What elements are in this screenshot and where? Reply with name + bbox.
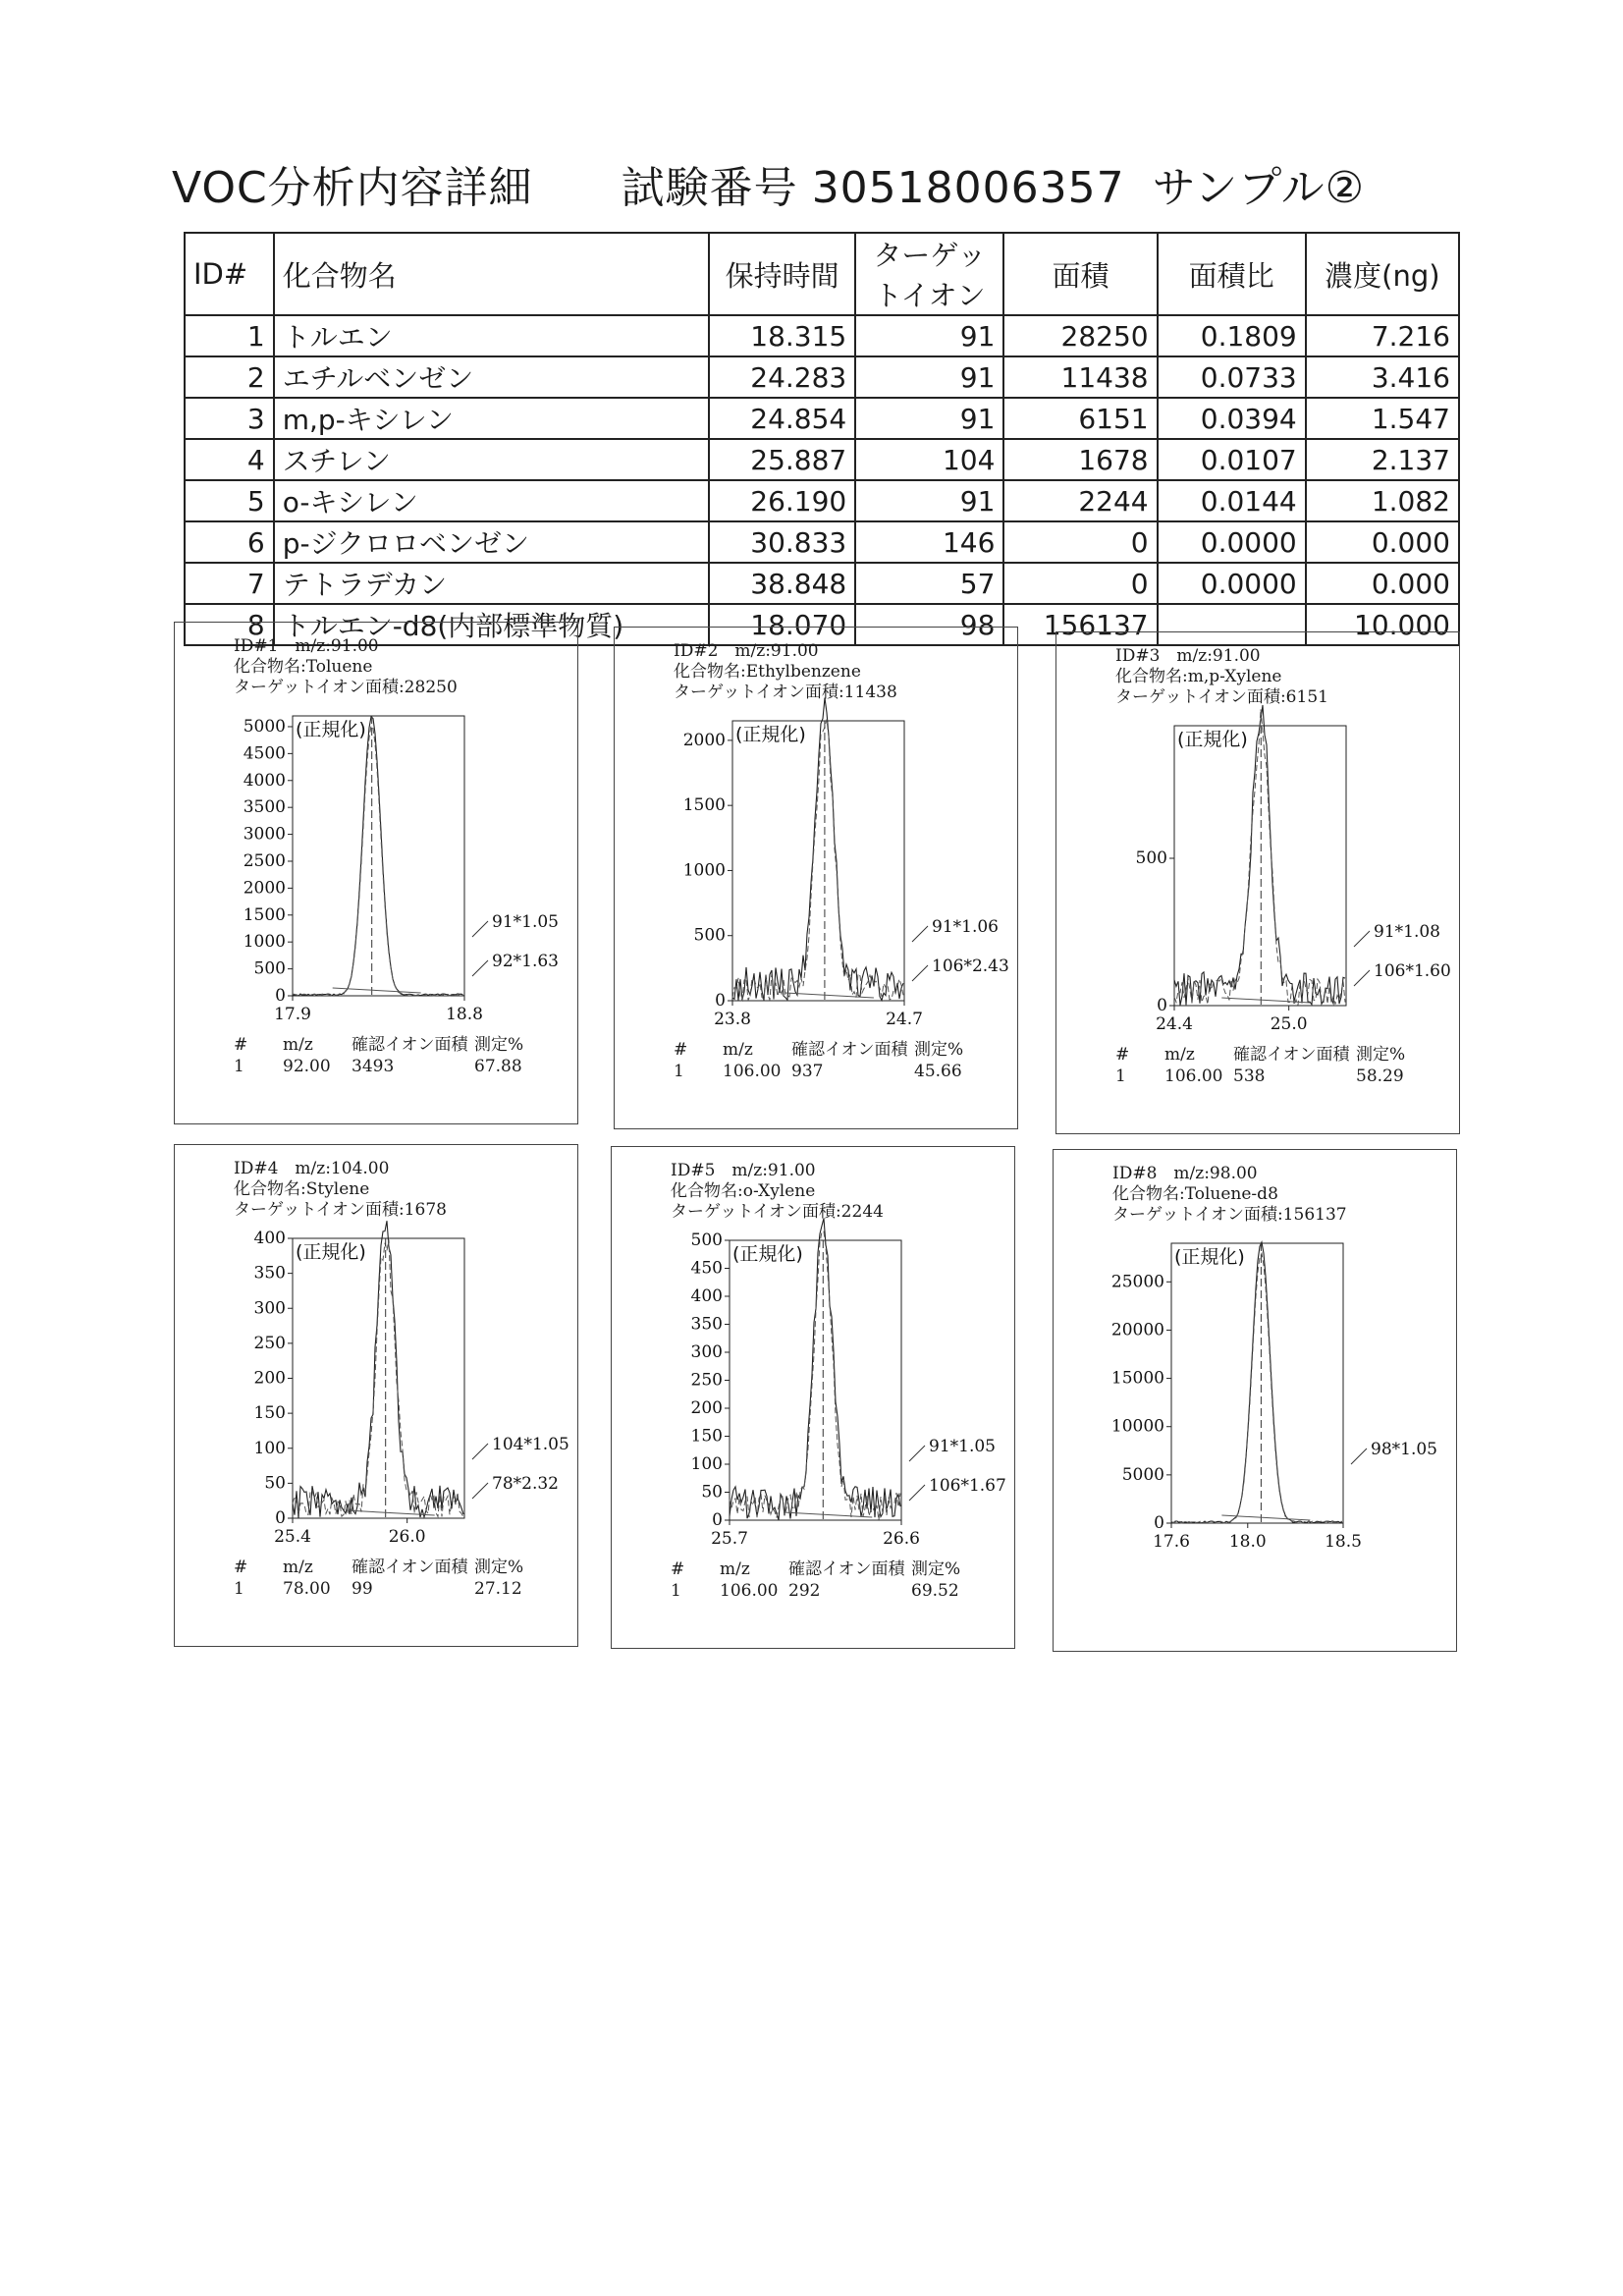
cell-concentration: 1.082 <box>1306 480 1459 521</box>
confirm-header-cell: # <box>671 1559 685 1579</box>
cell-target-ion: 91 <box>855 315 1003 356</box>
y-tick-label: 400 <box>690 1286 723 1306</box>
confirm-header-cell: 測定% <box>1356 1045 1406 1065</box>
confirm-header-cell: 測定% <box>911 1559 961 1579</box>
confirm-value-cell: 27.12 <box>474 1579 522 1599</box>
cell-area-ratio: 0.1809 <box>1158 315 1306 356</box>
y-tick-label: 0 <box>1154 1513 1164 1533</box>
cell-concentration: 1.547 <box>1306 398 1459 439</box>
y-tick-label: 5000 <box>243 716 286 737</box>
cell-retention-time: 30.833 <box>709 521 855 563</box>
x-tick-label: 26.6 <box>883 1529 920 1549</box>
y-tick-label: 5000 <box>1121 1464 1164 1485</box>
x-tick-label: 25.0 <box>1270 1014 1308 1034</box>
confirm-value-cell: 292 <box>788 1581 821 1601</box>
column-header-compound: 化合物名 <box>274 233 709 315</box>
x-tick-label: 25.4 <box>274 1527 311 1547</box>
x-tick-label: 18.0 <box>1228 1532 1267 1552</box>
series-leader-line <box>472 1483 488 1499</box>
confirm-header-cell: 測定% <box>474 1035 524 1055</box>
confirm-header-cell: 確認イオン面積 <box>352 1558 468 1577</box>
area-line: ターゲットイオン面積:11438 <box>674 683 897 702</box>
plot-frame <box>1174 726 1346 1006</box>
cell-area-ratio: 0.0394 <box>1158 398 1306 439</box>
y-tick-label: 25000 <box>1110 1272 1164 1292</box>
series-leader-line <box>472 921 488 937</box>
sample-label: サンプル② <box>1152 163 1366 213</box>
y-tick-label: 1500 <box>243 904 286 925</box>
cell-compound: テトラデカン <box>274 563 709 604</box>
series-leader-line <box>912 926 928 942</box>
test-number: 30518006357 <box>811 163 1125 213</box>
x-tick-label: 24.4 <box>1156 1014 1193 1034</box>
area-line: ターゲットイオン面積:1678 <box>234 1200 447 1220</box>
confirm-value-cell: 1 <box>1115 1066 1126 1086</box>
confirm-value-cell: 3493 <box>352 1057 395 1076</box>
cell-retention-time: 18.070 <box>709 604 855 645</box>
confirm-value-cell: 45.66 <box>914 1062 962 1081</box>
confirm-header-cell: m/z <box>283 1035 313 1055</box>
y-tick-label: 100 <box>690 1454 723 1474</box>
confirm-header-cell: m/z <box>723 1040 753 1060</box>
y-tick-label: 2500 <box>243 850 286 871</box>
series-label: 106*1.67 <box>929 1476 1006 1496</box>
confirm-header-cell: m/z <box>720 1559 750 1579</box>
cell-concentration: 7.216 <box>1306 315 1459 356</box>
y-tick-label: 3000 <box>243 824 286 845</box>
normalized-label: (正規化) <box>732 1243 803 1265</box>
chromatogram-svg <box>1054 1150 1456 1651</box>
series-leader-line <box>1354 970 1370 986</box>
trace-primary <box>293 717 463 996</box>
normalized-label: (正規化) <box>296 1241 366 1263</box>
cell-retention-time: 24.283 <box>709 356 855 398</box>
y-tick-label: 300 <box>690 1342 723 1362</box>
plot-frame <box>1171 1243 1343 1523</box>
name-line: 化合物名:o-Xylene <box>671 1181 816 1201</box>
area-line: ターゲットイオン面積:28250 <box>234 678 458 697</box>
cell-id: 5 <box>185 480 274 521</box>
y-tick-label: 0 <box>1157 996 1167 1015</box>
y-tick-label: 1000 <box>243 932 286 953</box>
cell-compound: m,p-キシレン <box>274 398 709 439</box>
cell-target-ion: 146 <box>855 521 1003 563</box>
confirm-value-cell: 78.00 <box>283 1579 331 1599</box>
confirm-value-cell: 69.52 <box>911 1581 959 1601</box>
plot-frame <box>293 716 464 996</box>
cell-id: 8 <box>185 604 274 645</box>
y-tick-label: 10000 <box>1110 1416 1164 1437</box>
y-tick-label: 4500 <box>243 743 286 764</box>
y-tick-label: 450 <box>690 1258 723 1279</box>
chromatogram-panel-3 <box>1055 631 1460 1134</box>
id-line: ID#3 m/z:91.00 <box>1115 646 1261 666</box>
page-title <box>172 152 1365 215</box>
cell-area: 28250 <box>1003 315 1157 356</box>
x-tick-label: 26.0 <box>388 1527 426 1547</box>
series-label: 106*1.60 <box>1374 961 1451 981</box>
name-line: 化合物名:Toluene <box>234 657 373 677</box>
series-label: 91*1.05 <box>929 1437 996 1456</box>
cell-area: 0 <box>1003 521 1157 563</box>
y-tick-label: 250 <box>690 1370 723 1391</box>
y-tick-label: 150 <box>253 1403 286 1424</box>
y-tick-label: 0 <box>275 1508 286 1528</box>
table-row <box>185 439 1459 480</box>
area-line: ターゲットイオン面積:2244 <box>671 1202 884 1222</box>
y-tick-label: 50 <box>264 1473 286 1494</box>
cell-retention-time: 24.854 <box>709 398 855 439</box>
table-row <box>185 563 1459 604</box>
trace-confirm <box>730 1231 900 1520</box>
confirm-header-cell: 確認イオン面積 <box>352 1035 468 1055</box>
confirm-value-cell: 1 <box>671 1581 681 1601</box>
cell-retention-time: 26.190 <box>709 480 855 521</box>
y-tick-label: 2000 <box>243 878 286 899</box>
x-tick-label: 17.9 <box>274 1005 311 1024</box>
x-tick-label: 17.6 <box>1153 1532 1190 1552</box>
confirm-value-cell: 58.29 <box>1356 1066 1404 1086</box>
id-line: ID#4 m/z:104.00 <box>234 1159 390 1178</box>
y-tick-label: 500 <box>693 925 726 946</box>
series-leader-line <box>909 1446 925 1461</box>
table-row <box>185 315 1459 356</box>
cell-compound: p-ジクロロベンゼン <box>274 521 709 563</box>
name-line: 化合物名:Toluene-d8 <box>1112 1184 1278 1204</box>
column-header-id: ID# <box>185 233 274 315</box>
table-header-row <box>185 233 1459 315</box>
trace-confirm <box>293 1239 463 1517</box>
confirm-value-cell: 538 <box>1233 1066 1266 1086</box>
confirm-value-cell: 1 <box>674 1062 684 1081</box>
cell-target-ion: 98 <box>855 604 1003 645</box>
id-line: ID#8 m/z:98.00 <box>1112 1164 1258 1183</box>
confirm-header-cell: # <box>1115 1045 1130 1065</box>
trace-confirm <box>732 720 903 1001</box>
cell-target-ion: 91 <box>855 480 1003 521</box>
y-tick-label: 300 <box>253 1298 286 1319</box>
column-header-area-ratio: 面積比 <box>1158 233 1306 315</box>
cell-retention-time: 38.848 <box>709 563 855 604</box>
confirm-header-cell: m/z <box>1164 1045 1195 1065</box>
cell-area: 1678 <box>1003 439 1157 480</box>
y-tick-label: 400 <box>253 1229 286 1248</box>
plot-frame <box>730 1240 901 1520</box>
name-line: 化合物名:m,p-Xylene <box>1115 667 1282 686</box>
confirm-header-cell: 確認イオン面積 <box>1233 1045 1350 1065</box>
y-tick-label: 500 <box>690 1230 723 1250</box>
table-row <box>185 480 1459 521</box>
confirm-value-cell: 1 <box>234 1579 244 1599</box>
series-leader-line <box>1354 931 1370 947</box>
compound-summary-table <box>184 232 1460 646</box>
baseline <box>1221 998 1310 1003</box>
trace-confirm <box>1174 709 1345 1006</box>
trace-confirm <box>1171 1253 1342 1523</box>
cell-id: 3 <box>185 398 274 439</box>
normalized-label: (正規化) <box>1177 729 1248 750</box>
confirm-value-cell: 106.00 <box>723 1062 782 1081</box>
confirm-header-cell: 測定% <box>914 1040 964 1060</box>
y-tick-label: 250 <box>253 1333 286 1353</box>
cell-id: 1 <box>185 315 274 356</box>
confirm-header-cell: # <box>234 1558 248 1577</box>
table-row <box>185 521 1459 563</box>
cell-compound: エチルベンゼン <box>274 356 709 398</box>
cell-compound: スチレン <box>274 439 709 480</box>
confirm-value-cell: 106.00 <box>720 1581 779 1601</box>
chromatogram-panel-2 <box>614 627 1018 1129</box>
chromatogram-panel-4 <box>174 1144 578 1647</box>
cell-concentration: 2.137 <box>1306 439 1459 480</box>
cell-area: 156137 <box>1003 604 1157 645</box>
y-tick-label: 500 <box>253 958 286 979</box>
cell-area: 6151 <box>1003 398 1157 439</box>
series-label: 98*1.05 <box>1371 1440 1437 1459</box>
table-row <box>185 356 1459 398</box>
y-tick-label: 200 <box>253 1368 286 1389</box>
y-tick-label: 2000 <box>682 730 726 750</box>
y-tick-label: 0 <box>275 986 286 1006</box>
confirm-value-cell: 99 <box>352 1579 373 1599</box>
series-label: 92*1.63 <box>492 952 559 971</box>
id-line: ID#2 m/z:91.00 <box>674 641 819 661</box>
series-label: 78*2.32 <box>492 1474 559 1494</box>
x-tick-label: 25.7 <box>711 1529 748 1549</box>
y-tick-label: 350 <box>253 1263 286 1284</box>
report-title: VOC分析内容詳細 <box>172 163 533 213</box>
chromatogram-panel-1 <box>174 622 578 1124</box>
confirm-header-cell: m/z <box>283 1558 313 1577</box>
y-tick-label: 100 <box>253 1438 286 1458</box>
cell-target-ion: 104 <box>855 439 1003 480</box>
column-header-retention-time: 保持時間 <box>709 233 855 315</box>
y-tick-label: 150 <box>690 1426 723 1447</box>
cell-area-ratio: 0.0733 <box>1158 356 1306 398</box>
id-line: ID#5 m/z:91.00 <box>671 1161 816 1180</box>
series-leader-line <box>472 1444 488 1459</box>
x-tick-label: 23.8 <box>714 1010 751 1029</box>
cell-area: 11438 <box>1003 356 1157 398</box>
y-tick-label: 1000 <box>682 860 726 881</box>
cell-concentration: 0.000 <box>1306 521 1459 563</box>
y-tick-label: 20000 <box>1110 1320 1164 1340</box>
normalized-label: (正規化) <box>1174 1246 1245 1268</box>
normalized-label: (正規化) <box>296 719 366 740</box>
cell-compound: トルエン-d8(内部標準物質) <box>274 604 709 645</box>
series-leader-line <box>1351 1449 1367 1464</box>
confirm-header-cell: 測定% <box>474 1558 524 1577</box>
cell-area-ratio: 0.0107 <box>1158 439 1306 480</box>
cell-area-ratio: 0.0144 <box>1158 480 1306 521</box>
baseline <box>784 1512 872 1517</box>
confirm-value-cell: 67.88 <box>474 1057 522 1076</box>
y-tick-label: 1500 <box>682 795 726 816</box>
column-header-concentration: 濃度(ng) <box>1306 233 1459 315</box>
cell-id: 2 <box>185 356 274 398</box>
cell-id: 4 <box>185 439 274 480</box>
trace-confirm <box>293 726 463 996</box>
y-tick-label: 4000 <box>243 770 286 791</box>
chromatogram-panel-5 <box>611 1146 1015 1649</box>
x-tick-label: 24.7 <box>886 1010 923 1029</box>
cell-id: 7 <box>185 563 274 604</box>
cell-concentration: 0.000 <box>1306 563 1459 604</box>
id-line: ID#1 m/z:91.00 <box>234 636 379 656</box>
series-leader-line <box>909 1485 925 1501</box>
series-label: 91*1.06 <box>932 917 999 937</box>
cell-area: 0 <box>1003 563 1157 604</box>
cell-id: 6 <box>185 521 274 563</box>
cell-retention-time: 18.315 <box>709 315 855 356</box>
confirm-value-cell: 106.00 <box>1164 1066 1223 1086</box>
confirm-header-cell: # <box>674 1040 688 1060</box>
column-header-target-ion: ターゲットイオン <box>855 233 1003 315</box>
y-tick-label: 0 <box>712 1510 723 1530</box>
chromatogram-panel-8 <box>1053 1149 1457 1652</box>
cell-compound: トルエン <box>274 315 709 356</box>
name-line: 化合物名:Stylene <box>234 1179 370 1199</box>
cell-concentration: 3.416 <box>1306 356 1459 398</box>
series-label: 91*1.05 <box>492 912 559 932</box>
series-leader-line <box>472 960 488 976</box>
cell-area-ratio: 0.0000 <box>1158 521 1306 563</box>
confirm-header-cell: # <box>234 1035 248 1055</box>
series-label: 106*2.43 <box>932 957 1009 976</box>
area-line: ターゲットイオン面積:6151 <box>1115 687 1328 707</box>
series-leader-line <box>912 965 928 981</box>
x-tick-label: 18.5 <box>1325 1532 1362 1552</box>
cell-compound: o-キシレン <box>274 480 709 521</box>
area-line: ターゲットイオン面積:156137 <box>1112 1205 1347 1225</box>
column-header-area: 面積 <box>1003 233 1157 315</box>
trace-primary <box>293 1221 463 1518</box>
confirm-value-cell: 92.00 <box>283 1057 331 1076</box>
y-tick-label: 200 <box>690 1398 723 1418</box>
cell-retention-time: 25.887 <box>709 439 855 480</box>
confirm-header-cell: 確認イオン面積 <box>791 1040 908 1060</box>
y-tick-label: 50 <box>701 1482 723 1503</box>
cell-area-ratio: 0.0000 <box>1158 563 1306 604</box>
confirm-value-cell: 1 <box>234 1057 244 1076</box>
confirm-header-cell: 確認イオン面積 <box>788 1559 905 1579</box>
y-tick-label: 500 <box>1135 848 1167 868</box>
x-tick-label: 18.8 <box>446 1005 483 1024</box>
cell-target-ion: 91 <box>855 356 1003 398</box>
cell-area: 2244 <box>1003 480 1157 521</box>
series-label: 104*1.05 <box>492 1435 569 1454</box>
y-tick-label: 3500 <box>243 797 286 818</box>
y-tick-label: 350 <box>690 1314 723 1335</box>
series-label: 91*1.08 <box>1374 922 1440 942</box>
table-row <box>185 398 1459 439</box>
cell-concentration: 10.000 <box>1306 604 1459 645</box>
confirm-value-cell: 937 <box>791 1062 824 1081</box>
y-tick-label: 15000 <box>1110 1368 1164 1389</box>
test-number-label: 試験番号 <box>621 163 798 213</box>
normalized-label: (正規化) <box>735 724 806 745</box>
cell-target-ion: 57 <box>855 563 1003 604</box>
name-line: 化合物名:Ethylbenzene <box>674 662 861 682</box>
y-tick-label: 0 <box>715 991 726 1011</box>
cell-target-ion: 91 <box>855 398 1003 439</box>
